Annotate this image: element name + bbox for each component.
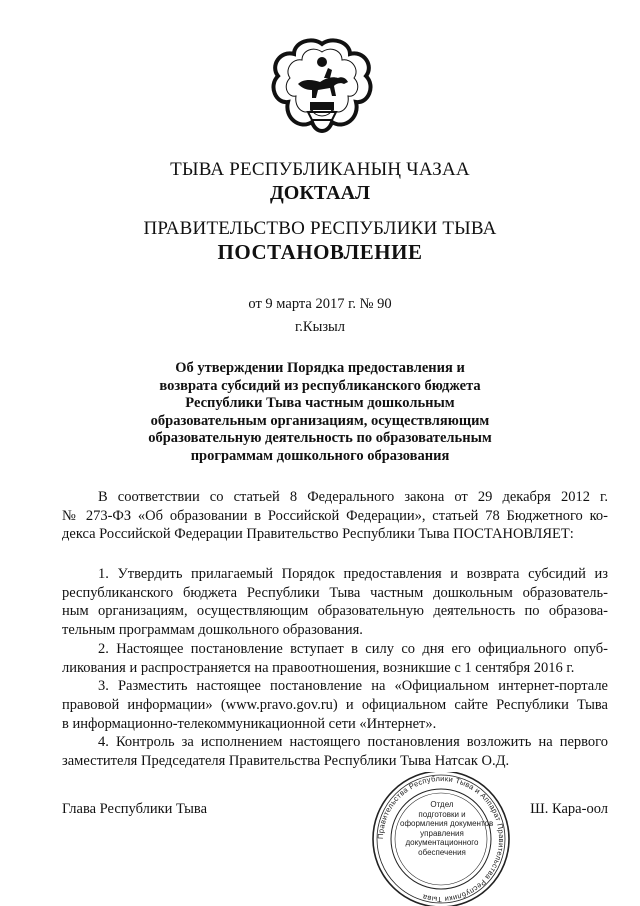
item-4-line: заместителя Председателя Правительства Республики Тыва Натсак О.Д. [62, 753, 510, 770]
tuvan-document-type: ДОКТААЛ [270, 182, 370, 204]
stamp-line: управления [420, 828, 464, 838]
stamp-line: документационного [405, 838, 479, 847]
text-line: № 273-ФЗ «Об образовании в Российской Федерации», статьей 78 Бюджетного ко- [62, 507, 608, 524]
item-1-line: 1. Утвердить прилагаемый Порядок предоставления и возврата субсидий из [98, 566, 608, 582]
title-line: Об утверждении Порядка предоставления и [175, 360, 465, 376]
item-3-line: в информационно-телекоммуникационной сети «Интернет». [62, 715, 437, 732]
resolution-items [62, 565, 608, 771]
title-line: образовательную деятельность по образовательным [148, 430, 492, 446]
document-date-number: от 9 марта 2017 г. № 90 [248, 296, 392, 312]
document-city: г.Кызыл [294, 319, 346, 335]
title-line: программам дошкольного образования [190, 447, 450, 464]
item-4-line: 4. Контроль за исполнением настоящего постановления возложить на первого [98, 734, 608, 751]
item-1-line: республиканского бюджета Республики Тыва частным дошкольным образователь- [62, 584, 608, 601]
stamp-line: обеспечения [418, 847, 466, 857]
item-3-line: 3. Разместить настоящее постановление на «Официальном интернет-портале [98, 678, 608, 695]
resolution-title [0, 360, 640, 465]
russian-government-heading: ПРАВИТЕЛЬСТВО РЕСПУБЛИКИ ТЫВА [143, 218, 497, 239]
russian-document-type: ПОСТАНОВЛЕНИЕ [217, 240, 423, 264]
item-2-line: 2. Настоящее постановление вступает в силу со дня его официального опуб- [98, 640, 608, 657]
stamp-inner-text [400, 800, 494, 857]
stamp-ring-text: Правительства Республики Тыва и Аппарат Правительства Республики Тыва [375, 773, 507, 905]
item-1-line: ным организациям, осуществляющим образовательную деятельность по образова- [62, 603, 608, 620]
text-line: В соответствии со статьей 8 Федерального закона от 29 декабря 2012 г. [98, 489, 608, 505]
title-line: Республики Тыва частным дошкольным [185, 395, 455, 411]
title-line: возврата субсидий из республиканского бюджета [159, 377, 481, 394]
signatory-name: Ш. Кара-оол [530, 801, 608, 817]
preamble-paragraph [62, 488, 608, 544]
tuva-coat-of-arms-icon [270, 38, 374, 138]
item-2-line: ликования и распространяется на правоотношения, возникшие с 1 сентября 2016 г. [62, 659, 575, 676]
stamp-line: Отдел [430, 800, 454, 809]
signatory-position: Глава Республики Тыва [62, 801, 208, 817]
title-line: образовательным организациям, осуществляющим [150, 412, 490, 429]
text-line: декса Российской Федерации Правительство Республики Тыва ПОСТАНОВЛЯЕТ: [62, 526, 574, 543]
item-1-line: тельным программам дошкольного образования. [62, 622, 363, 639]
tuvan-government-heading: ТЫВА РЕСПУБЛИКАНЫҢ ЧАЗАА [170, 159, 470, 180]
stamp-line: оформления документов [400, 819, 494, 828]
item-3-line: правовой информации» (www.pravo.gov.ru) и официальном сайте Республики Тыва [62, 696, 608, 713]
stamp-line: подготовки и [418, 809, 466, 819]
